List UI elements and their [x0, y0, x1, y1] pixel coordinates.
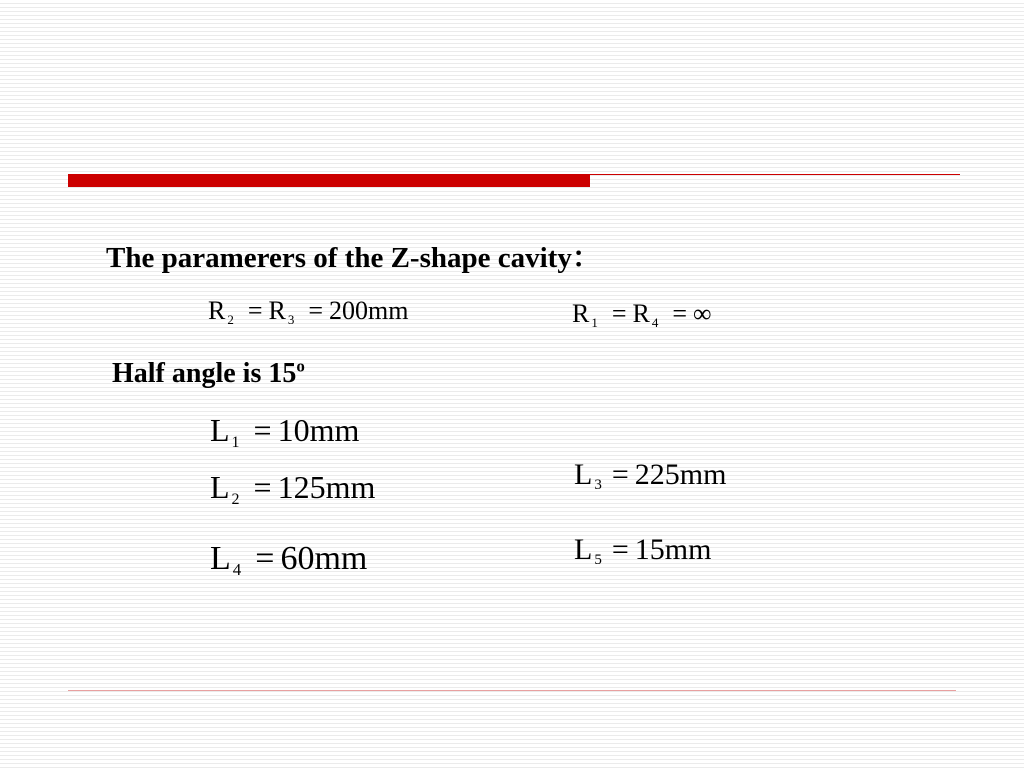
equals-sign: = — [611, 533, 629, 566]
equals-sign: = — [253, 469, 272, 505]
degree-superscript: o — [296, 356, 305, 376]
equation-l2 — [210, 471, 375, 508]
equation-subscript: 4 — [232, 559, 242, 579]
equation-r2-r3 — [208, 298, 408, 326]
equation-l5 — [574, 535, 711, 568]
slide-heading: The paramerers of the Z-shape cavity： — [106, 242, 601, 274]
equation-subscript: 3 — [594, 477, 602, 494]
equation-value: 200mm — [329, 296, 409, 325]
equation-value: 10mm — [277, 412, 360, 448]
accent-bar — [68, 174, 590, 187]
equation-subscript: 1 — [591, 314, 598, 330]
equation-variable: L — [574, 533, 593, 566]
equation-value: 125mm — [277, 469, 376, 505]
equation-variable: R — [632, 299, 650, 328]
half-angle-text: Half angle is 15 — [112, 358, 297, 389]
equation-variable: L — [210, 540, 231, 577]
equals-sign: = — [255, 540, 275, 577]
equals-sign: = — [672, 299, 688, 328]
equals-sign: = — [308, 296, 324, 325]
equation-variable: R — [268, 296, 286, 325]
half-angle-label — [112, 356, 305, 392]
equation-r1-r4 — [572, 301, 712, 329]
equals-sign: = — [611, 458, 629, 491]
equation-subscript: 2 — [231, 490, 240, 508]
equation-subscript: 2 — [227, 311, 234, 327]
equation-value: 225mm — [634, 458, 727, 491]
equation-l1 — [210, 414, 359, 451]
accent-line — [590, 174, 960, 175]
equation-value: 60mm — [280, 540, 368, 577]
equation-variable: L — [210, 412, 230, 448]
footer-rule — [68, 690, 956, 691]
equation-subscript: 5 — [594, 552, 602, 569]
equals-sign: = — [611, 299, 627, 328]
equation-l4 — [210, 542, 367, 578]
equation-value: ∞ — [693, 299, 712, 328]
equals-sign: = — [253, 412, 272, 448]
equation-subscript: 3 — [287, 311, 295, 327]
equation-subscript: 4 — [651, 314, 659, 330]
equation-value: 15mm — [634, 533, 712, 566]
equation-subscript: 1 — [231, 433, 240, 451]
equation-variable: L — [574, 458, 593, 491]
equation-variable: R — [572, 299, 590, 328]
equation-variable: L — [210, 469, 230, 505]
equation-variable: R — [208, 296, 226, 325]
equals-sign: = — [247, 296, 263, 325]
equation-l3 — [574, 460, 726, 493]
